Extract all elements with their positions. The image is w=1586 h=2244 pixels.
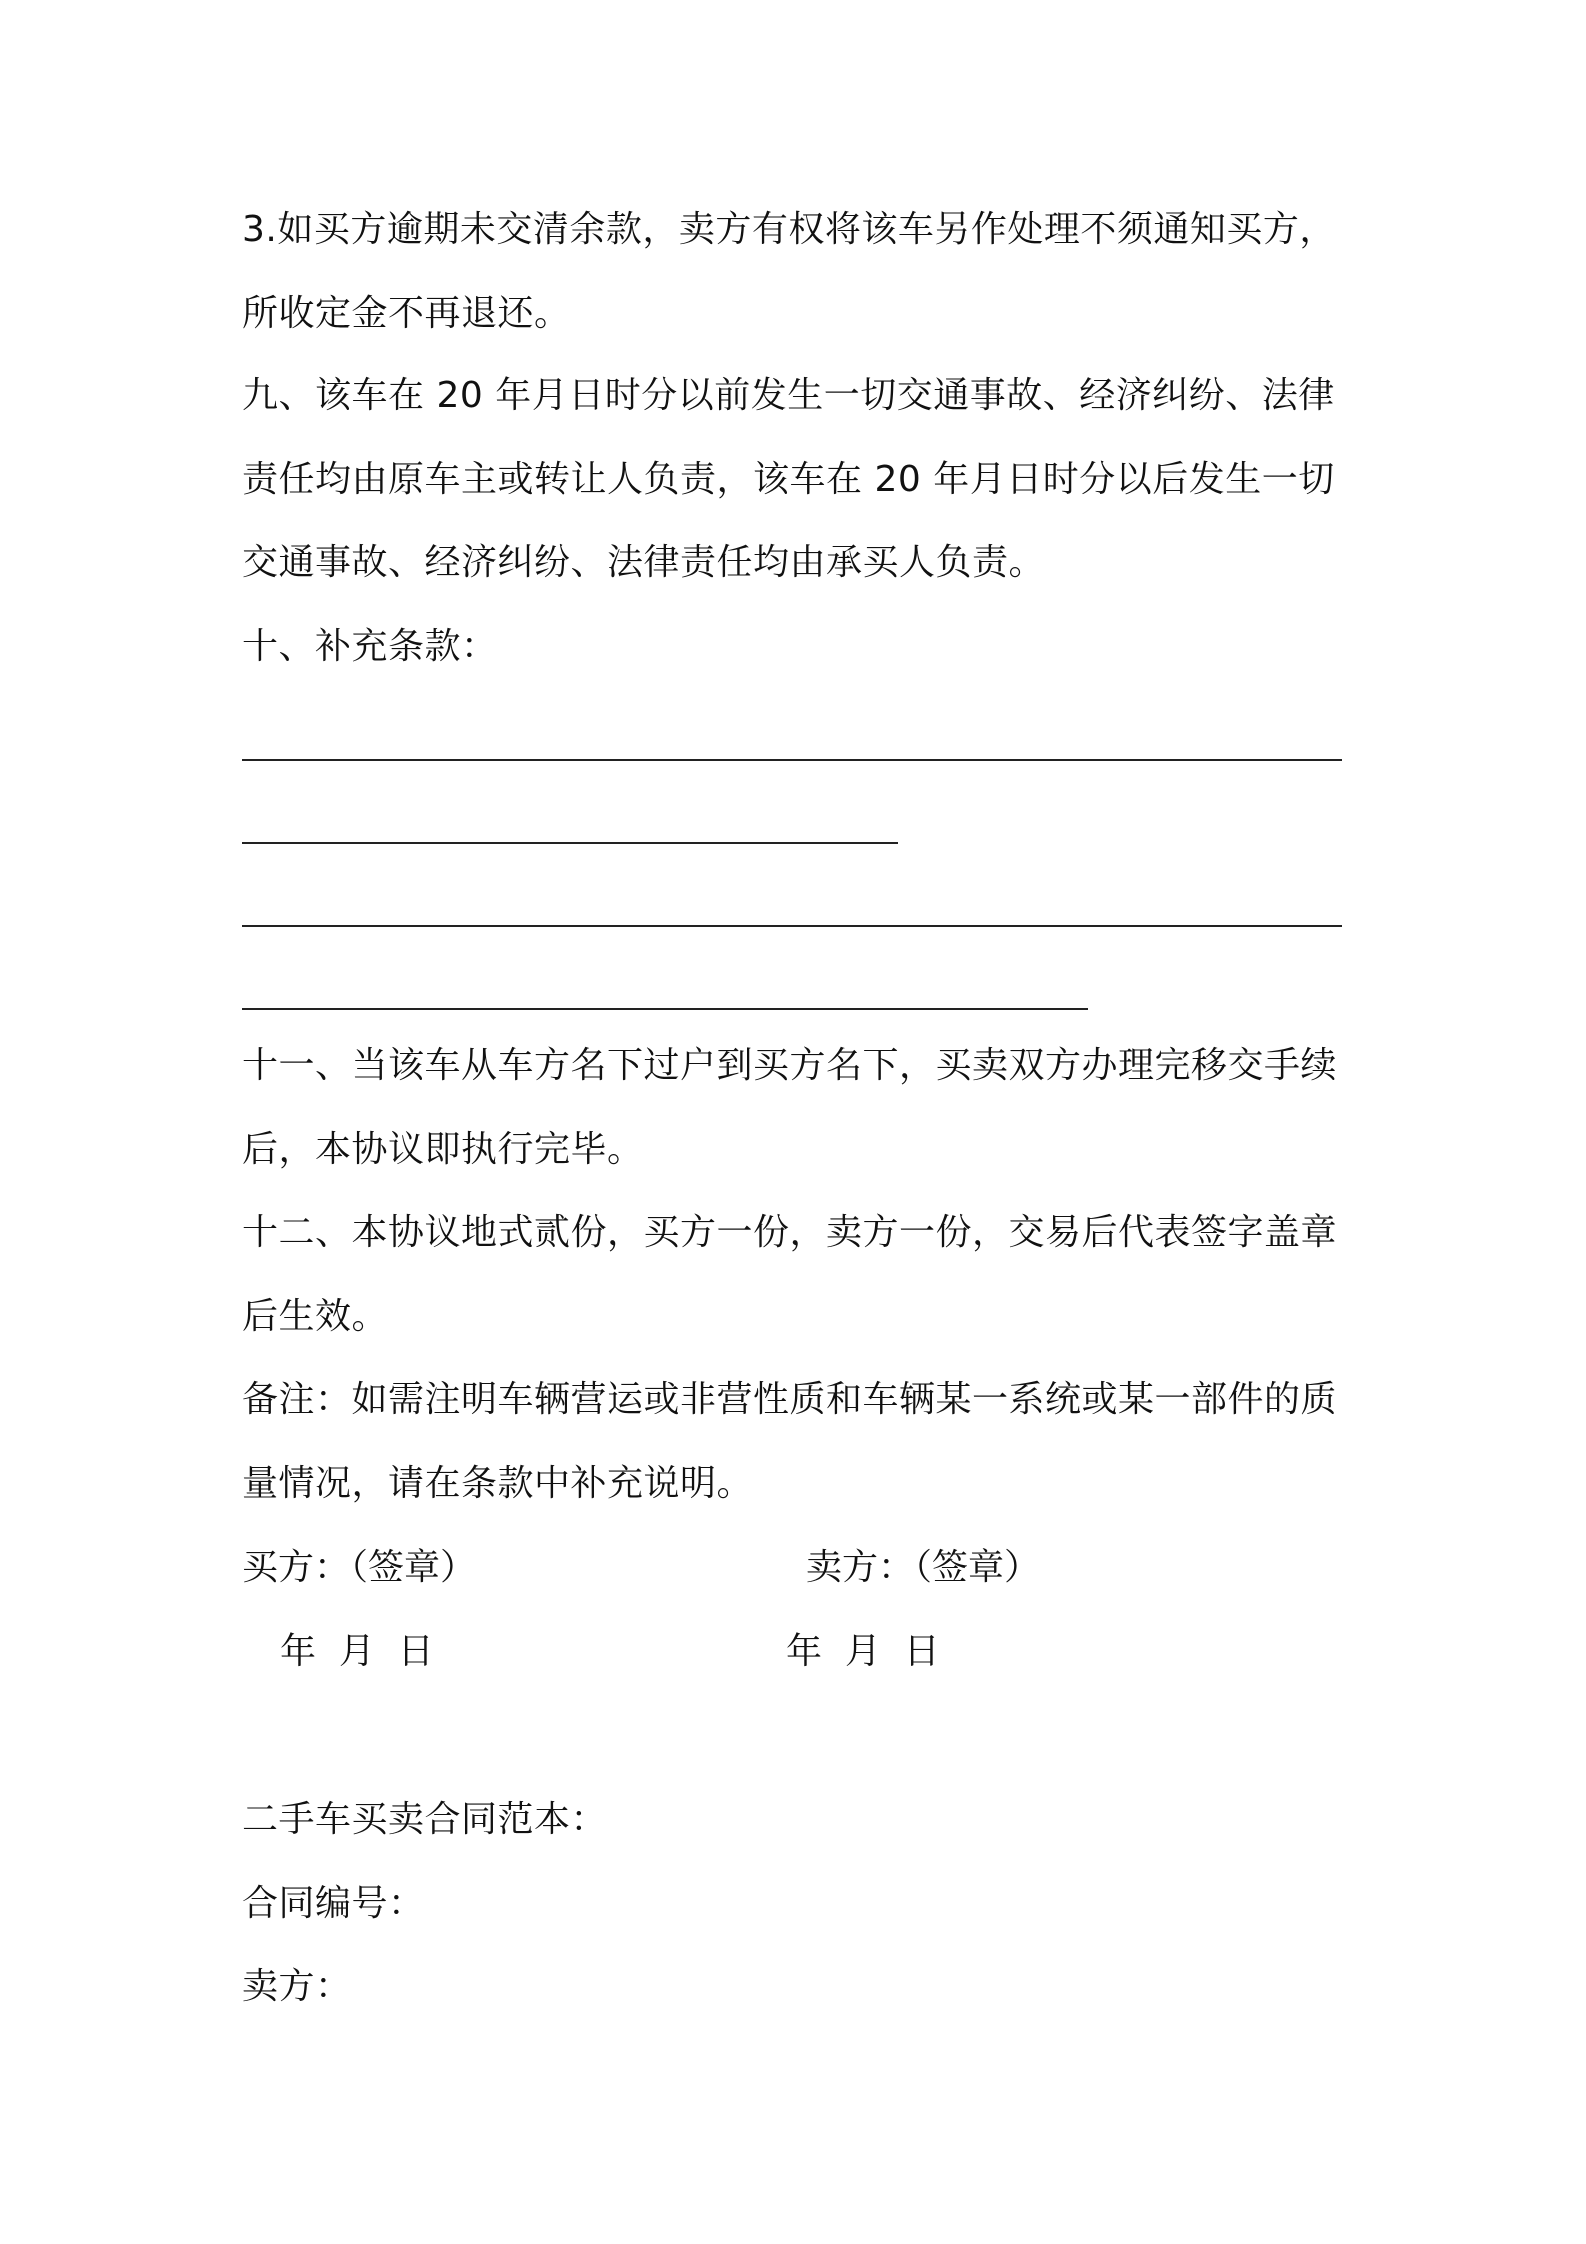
clause-9-line3: 交通事故、经济纠纷、法律责任均由承买人负责。: [242, 542, 1046, 583]
seller-signature-date: 年 月 日: [786, 1631, 940, 1672]
note-line1: 备注：如需注明车辆营运或非营性质和车辆某一系统或某一部件的质: [242, 1379, 1338, 1420]
template-section-title: 二手车买卖合同范本：: [242, 1799, 608, 1840]
note-line2: 量情况，请在条款中补充说明。: [242, 1463, 754, 1504]
clause-11-line1: 十一、当该车从车方名下过户到买方名下，买卖双方办理完移交手续: [242, 1045, 1338, 1086]
clause-12-line2: 后生效。: [242, 1296, 389, 1337]
clause-9-line2: 责任均由原车主或转让人负责，该车在 20 年月日时分以后发生一切: [242, 459, 1335, 500]
blank-fill-line-1: [242, 759, 1342, 761]
buyer-signature-date: 年 月 日: [280, 1631, 434, 1672]
blank-fill-line-3: [242, 925, 1342, 927]
clause-11-line2: 后，本协议即执行完毕。: [242, 1129, 644, 1170]
seller-label: 卖方：: [242, 1966, 352, 2007]
contract-number-label: 合同编号：: [242, 1883, 425, 1924]
blank-fill-line-2: [242, 842, 898, 844]
blank-fill-line-4: [242, 1008, 1088, 1010]
clause-10-heading: 十、补充条款：: [242, 626, 498, 667]
buyer-signature-label: 买方：（签章）: [242, 1547, 477, 1588]
clause-12-line1: 十二、本协议地式贰份，买方一份，卖方一份，交易后代表签字盖章: [242, 1212, 1338, 1253]
seller-signature-label: 卖方：（签章）: [806, 1547, 1041, 1588]
clause-8-item3-line2: 所收定金不再退还。: [242, 293, 571, 334]
clause-8-item3-line1: 3.如买方逾期未交清余款，卖方有权将该车另作处理不须通知买方，: [242, 209, 1336, 250]
clause-9-line1: 九、该车在 20 年月日时分以前发生一切交通事故、经济纠纷、法律: [242, 375, 1335, 416]
